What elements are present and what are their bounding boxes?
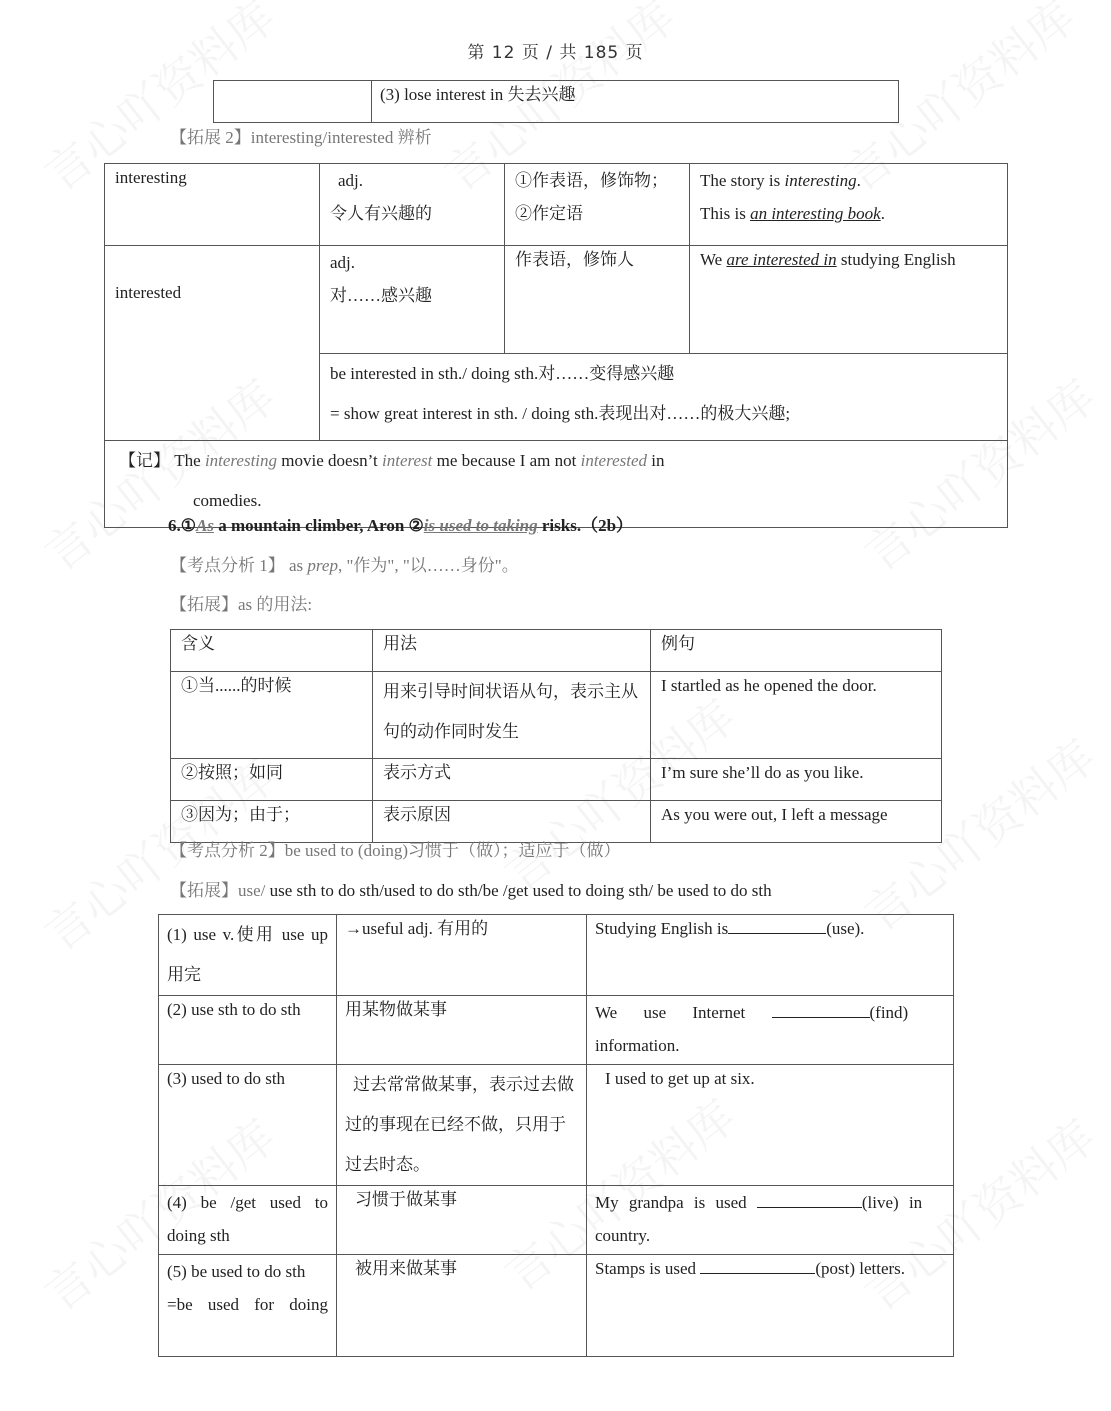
- memo-italic: interesting: [204, 451, 278, 470]
- analysis-2: 【考点分析 2】be used to (doing)习惯于（做）；适应于（做）: [170, 841, 621, 860]
- keyword-as: As: [196, 516, 214, 535]
- interesting-interested-table: [104, 163, 1008, 528]
- page-indicator: 第 12 页 / 共 185 页: [467, 43, 644, 63]
- be-interested-in-cell: [320, 354, 1008, 441]
- header-example: 例句: [651, 630, 942, 672]
- memo-text: movie doesn’t: [277, 451, 383, 470]
- example-text: Stamps is used: [595, 1259, 701, 1278]
- header-usage: 用法: [373, 630, 651, 672]
- top-table: [213, 80, 899, 123]
- empty-cell: [214, 81, 372, 123]
- as-meaning: ①当......的时候: [171, 672, 373, 759]
- memo-text: me because I am not: [432, 451, 581, 470]
- use-example: [587, 1065, 954, 1186]
- use-phrase: (3) used to do sth: [159, 1065, 337, 1186]
- example-italic-underlined: an interesting book: [750, 204, 881, 223]
- use-meaning: 习惯于做某事: [337, 1186, 587, 1255]
- expand-as-heading: 【拓展】as 的用法:: [170, 595, 313, 614]
- pos: adj.: [330, 253, 356, 272]
- example-text: The story is: [700, 171, 785, 190]
- use-phrase: (2) use sth to do sth: [159, 996, 337, 1065]
- example-text: We use Internet: [595, 1003, 772, 1022]
- answer-blank[interactable]: [728, 917, 826, 934]
- header-meaning: 含义: [171, 630, 373, 672]
- usage-1: ①作表语，修饰物；: [515, 171, 668, 190]
- phrase-line: (5) be used to do sth: [167, 1262, 306, 1281]
- use-meaning: 用某物做某事: [337, 996, 587, 1065]
- use-example: [587, 1186, 954, 1255]
- example-italic: interesting: [784, 171, 857, 190]
- as-meaning: ②按照；如同: [171, 759, 373, 801]
- example-text: (find) information.: [595, 1003, 909, 1055]
- example-text: I used to get up at six.: [605, 1069, 755, 1088]
- example-interested: [690, 246, 1008, 354]
- prep-italic: prep: [307, 556, 338, 575]
- example-text: Studying English is: [595, 919, 729, 938]
- answer-blank[interactable]: [757, 1191, 862, 1208]
- example-text: My grandpa is used: [595, 1193, 757, 1212]
- as-example: I startled as he opened the door.: [651, 672, 942, 759]
- phrase-line: =be used for doing: [167, 1295, 328, 1314]
- phrase-line-2: = show great interest in sth. / doing sth.表现出对……的极大兴趣;: [330, 404, 791, 423]
- example-text: (post) letters.: [815, 1259, 906, 1278]
- usage-interested: 作表语，修饰人: [505, 246, 690, 354]
- expand2-heading: 【拓展 2】interesting/interested 辨析: [170, 128, 432, 147]
- use-phrase: [159, 1255, 337, 1357]
- as-usage: 用来引导时间状语从句，表示主从句的动作同时发生: [373, 672, 651, 759]
- pos: adj.: [338, 171, 364, 190]
- sentence-text: risks.（2b）: [537, 516, 634, 535]
- use-meaning: →useful adj. 有用的: [337, 915, 587, 996]
- analysis-text: , "作为", "以……身份"。: [337, 556, 519, 575]
- expand-text: use sth to do sth/used to do sth/be /get used to doing sth/ be used to do sth: [265, 881, 772, 900]
- word-interested: interested: [105, 246, 320, 441]
- usage-interesting: [505, 164, 690, 246]
- as-meaning: ③因为；由于；: [171, 801, 373, 843]
- analysis-label: 【考点分析 1】 as: [170, 556, 308, 575]
- memo-label: 【记】: [119, 451, 170, 470]
- usage-2: ②作定语: [515, 204, 583, 223]
- memo-italic: interested: [580, 451, 648, 470]
- keyword-is-used-to: is used to taking: [423, 516, 538, 535]
- meaning-text: 令人有兴趣的: [330, 204, 432, 223]
- use-phrase: (4) be /get used to doing sth: [159, 1186, 337, 1255]
- example-italic-underlined: are interested in: [726, 250, 837, 269]
- sentence-6: [168, 511, 633, 536]
- expand-label: 【拓展】: [170, 881, 238, 900]
- sentence-number: 6.①: [168, 516, 196, 535]
- expand-gray: use/: [238, 881, 266, 900]
- sentence-text: a mountain climber, Aron ②: [213, 516, 424, 535]
- lose-interest-cell: (3) lose interest in 失去兴趣: [372, 81, 899, 123]
- as-example: I’m sure she’ll do as you like.: [651, 759, 942, 801]
- memo-line-2: comedies.: [193, 491, 262, 510]
- use-table: [158, 914, 954, 1357]
- as-usage-table: [170, 629, 942, 843]
- use-meaning: 过去常常做某事，表示过去做过的事现在已经不做，只用于过去时态。: [337, 1065, 587, 1186]
- example-text: This is: [700, 204, 751, 223]
- memo-italic: interest: [382, 451, 433, 470]
- expand-use-heading: [170, 876, 772, 901]
- as-usage: 表示原因: [373, 801, 651, 843]
- phrase-line-1: be interested in sth./ doing sth.对……变得感兴趣: [330, 364, 675, 383]
- memo-text: in: [647, 451, 665, 470]
- example-text: (live) in country.: [595, 1193, 923, 1245]
- example-text: .: [880, 204, 885, 223]
- answer-blank[interactable]: [772, 1001, 870, 1018]
- example-text: .: [856, 171, 861, 190]
- use-phrase: (1) use v.使用 use up 用完: [159, 915, 337, 996]
- example-text: We: [700, 250, 727, 269]
- memo-text: The: [170, 451, 205, 470]
- use-example: [587, 996, 954, 1065]
- example-interesting: [690, 164, 1008, 246]
- meaning-interested: [320, 246, 505, 354]
- as-example: As you were out, I left a message: [651, 801, 942, 843]
- analysis-1: [170, 551, 519, 576]
- word-interesting: interesting: [105, 164, 320, 246]
- as-usage: 表示方式: [373, 759, 651, 801]
- meaning-text: 对……感兴趣: [330, 286, 432, 305]
- use-example: [587, 1255, 954, 1357]
- answer-blank[interactable]: [700, 1257, 815, 1274]
- use-example: [587, 915, 954, 996]
- use-meaning: 被用来做某事: [337, 1255, 587, 1357]
- example-text: studying English: [836, 250, 956, 269]
- meaning-interesting: [320, 164, 505, 246]
- example-text: (use).: [826, 919, 865, 938]
